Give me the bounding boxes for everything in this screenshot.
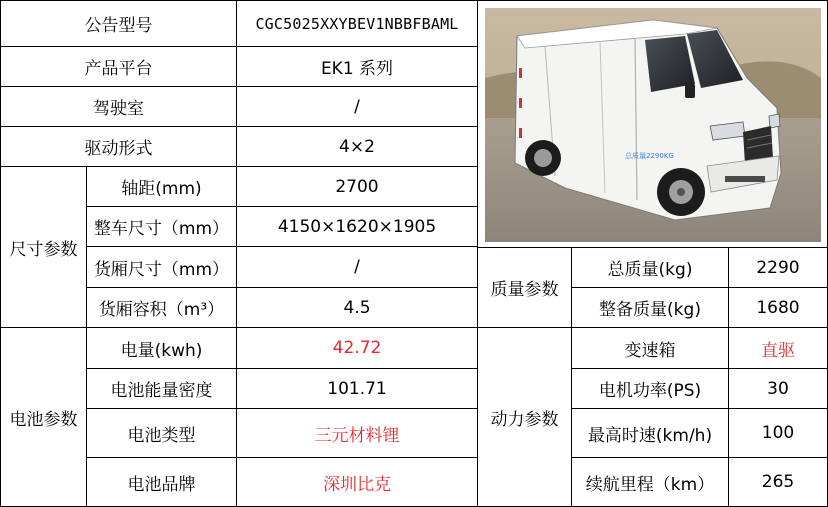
gross-mass-label: 总质量(kg)	[571, 247, 729, 288]
battery-group-label: 电池参数	[0, 327, 87, 507]
dimensions-group-label: 尺寸参数	[0, 166, 87, 328]
battery-type-label: 电池类型	[86, 408, 237, 458]
cab-label: 驾驶室	[0, 86, 237, 127]
curb-mass-value: 1680	[728, 287, 828, 328]
platform-value: EK1 系列	[236, 46, 478, 87]
motor-power-value: 30	[728, 368, 828, 409]
curb-mass-label: 整备质量(kg)	[571, 287, 729, 328]
battery-brand-value: 深圳比克	[236, 457, 478, 507]
platform-label: 产品平台	[0, 46, 237, 87]
gearbox-value: 直驱	[728, 327, 828, 369]
max-speed-label: 最高时速(km/h)	[571, 408, 729, 458]
range-value: 265	[728, 457, 828, 507]
battery-capacity-label: 电量(kwh)	[86, 327, 237, 369]
cargo-size-value: /	[236, 246, 478, 288]
door-text: 总质量2290KG	[625, 152, 674, 160]
cargo-volume-value: 4.5	[236, 287, 478, 328]
energy-density-label: 电池能量密度	[86, 368, 237, 409]
max-speed-value: 100	[728, 408, 828, 458]
model-value: CGC5025XXYBEV1NBBFBAML	[236, 0, 478, 47]
drive-value: 4×2	[236, 126, 478, 167]
mass-group-label: 质量参数	[477, 247, 572, 328]
van-illustration	[485, 8, 821, 242]
drive-label: 驱动形式	[0, 126, 237, 167]
battery-type-value: 三元材料锂	[236, 408, 478, 458]
range-label: 续航里程（km）	[571, 457, 729, 507]
overall-size-value: 4150×1620×1905	[236, 206, 478, 247]
overall-size-label: 整车尺寸（mm）	[86, 206, 237, 247]
vehicle-photo	[477, 0, 828, 248]
cab-value: /	[236, 86, 478, 127]
cargo-size-label: 货厢尺寸（mm）	[86, 246, 237, 288]
battery-capacity-value: 42.72	[236, 327, 478, 369]
motor-power-label: 电机功率(PS)	[571, 368, 729, 409]
power-group-label: 动力参数	[477, 327, 572, 507]
gross-mass-value: 2290	[728, 247, 828, 288]
gearbox-label: 变速箱	[571, 327, 729, 369]
model-label: 公告型号	[0, 0, 237, 47]
wheelbase-label: 轴距(mm)	[86, 166, 237, 207]
energy-density-value: 101.71	[236, 368, 478, 409]
battery-brand-label: 电池品牌	[86, 457, 237, 507]
wheelbase-value: 2700	[236, 166, 478, 207]
cargo-volume-label: 货厢容积（m³）	[86, 287, 237, 328]
